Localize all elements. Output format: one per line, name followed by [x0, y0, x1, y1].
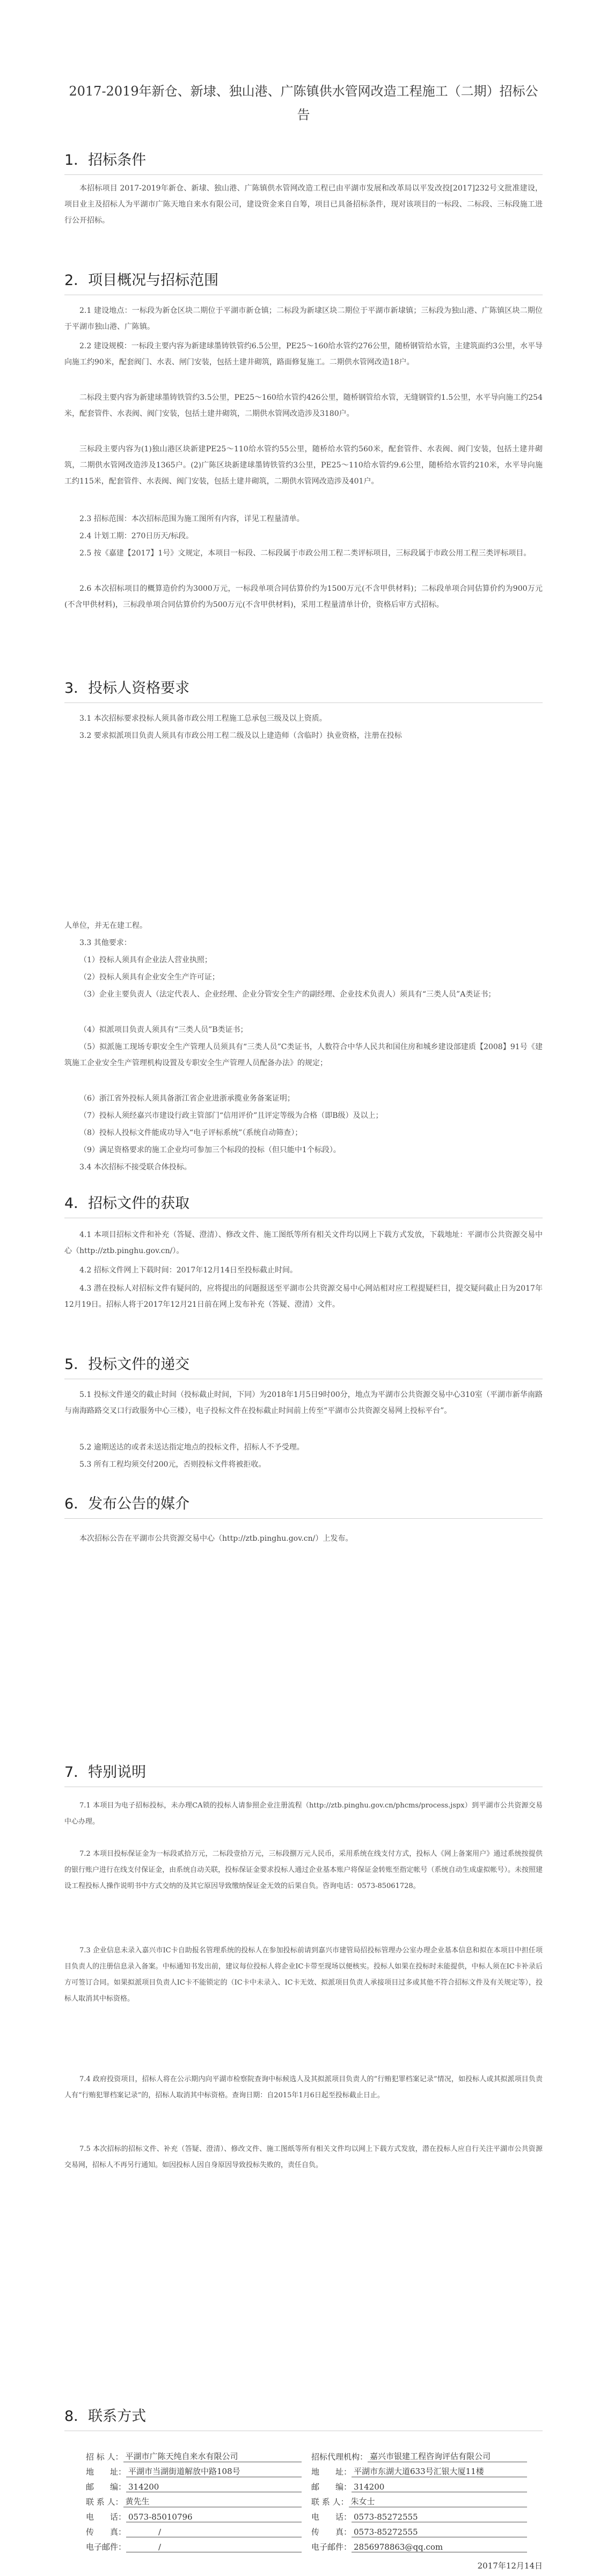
contact-label: 邮 编：	[86, 2482, 127, 2492]
contact-row	[86, 2462, 537, 2477]
contact-row	[86, 2537, 537, 2552]
contact-label: 地 址：	[86, 2467, 127, 2477]
paragraph-2-4: 2.4 计划工期：270日历天/标段。	[79, 532, 194, 540]
tenderer-value: 平湖市广陈天纯自来水有限公司	[123, 2450, 302, 2462]
heading-text: 8．联系方式	[64, 2404, 543, 2431]
paragraph-4-1: 4.1 本项目招标文件和补充（答疑、澄清）、修改文件、施工图纸等所有相关文件均以网上下载方式发放，下载地址：平湖市公共资源交易中心（http://ztb.pinghu.gov.cn/）。	[64, 1231, 543, 1255]
heading-text: 6．发布公告的媒介	[64, 1492, 543, 1519]
section-heading-7	[64, 1760, 543, 1787]
paragraph-2-2c: 三标段主要内容为(1)独山港区块新建PE25～110给水管约55公里，随桥给水管约560米，配套管件、水表阀、阀门安装，包括土建井砌筑，二期供水管网改造涉及1365户。(2)广陈区块新建球墨铸铁管约3公里，PE25～110给水管约9.6公里，随桥给水管约210米，水平导向施工约115米，配套管件、水表阀、阀门安装，包括土建井砌筑，二期供水管网改造涉及401户。	[64, 445, 543, 486]
paragraph-4-3: 4.3 潜在投标人对招标文件有疑问的，应将提出的问题报送至平湖市公共资源交易中心网站相对应工程提疑栏目，提交疑问截止日为2017年12月19日。招标人将于2017年12月21日前在网上发布补充（答疑、澄清）文件。	[64, 1284, 543, 1309]
paragraph-3-2: 3.2 要求拟派项目负责人须具有市政公用工程二级及以上建造师（含临时）执业资格，注册在投标	[79, 731, 402, 740]
list-item-2: （2）投标人须具有企业安全生产许可证；	[79, 973, 220, 982]
paragraph-5-3: 5.3 所有工程均须交付200元，否则投标文件将被拒收。	[79, 1460, 266, 1469]
agent-fax-value: 0573-85272555	[352, 2527, 527, 2537]
paragraph-3-1: 3.1 本次招标要求投标人须具备市政公用工程施工总承包三级及以上资质。	[79, 714, 327, 723]
heading-text: 3．投标人资格要求	[64, 676, 543, 703]
zip-value: 314200	[126, 2482, 302, 2492]
paragraph-3-2-cont: 人单位，并无在建工程。	[64, 921, 147, 930]
list-item-7: （7）投标人须经嘉兴市建设行政主管部门“信用评价”且评定等级为合格（即B级）及以上；	[79, 1111, 383, 1120]
contact-label: 电子邮件：	[86, 2542, 127, 2552]
heading-text: 5．投标文件的递交	[64, 1352, 543, 1379]
address-value: 平湖市当湖街道解放中路108号	[126, 2465, 302, 2477]
contact-label: 传 真：	[86, 2527, 127, 2537]
agent-email-value: 2856978863@qq.com	[352, 2542, 527, 2552]
fax-value: /	[126, 2527, 302, 2537]
contact-row	[86, 2447, 537, 2462]
contact-label: 招标代理机构：	[311, 2452, 368, 2462]
paragraph-6-1: 本次招标公告在平湖市公共资源交易中心（http://ztb.pinghu.gov.cn/）上发布。	[79, 1534, 353, 1543]
section-heading-1	[64, 148, 543, 175]
email-value: /	[126, 2542, 302, 2552]
paragraph-2-6: 2.6 本次招标项目的概算造价约为3000万元，一标段单项合同估算价约为1500万元(不含甲供材料)；二标段单项合同估算价约为900万元(不含甲供材料)，三标段单项合同估算价约为500万元(不含甲供材料)，采用工程量清单计价，资格后审方式招标。	[64, 584, 543, 609]
paragraph-4-2: 4.2 招标文件网上下载时间：2017年12月14日至投标截止时间。	[79, 1266, 297, 1275]
person-value: 黄先生	[123, 2496, 302, 2507]
section-heading-6	[64, 1492, 543, 1519]
agent-phone-value: 0573-85272555	[352, 2512, 527, 2522]
paragraph-2-2b: 二标段主要内容为新建球墨铸铁管约3.5公里，PE25～160给水管约426公里，随桥钢管给水管，无缝钢管约1.5公里，水平导向施工约254米，配套管件、水表阀、阀门安装，包括土建井砌筑，二期供水管网改造涉及3180户。	[64, 393, 543, 418]
agent-person-value: 朱女士	[349, 2496, 527, 2507]
list-item-6: （6）浙江省外投标人须具备浙江省企业进浙承揽业务备案证明；	[79, 1094, 295, 1103]
phone-value: 0573-85010796	[126, 2512, 302, 2522]
paragraph-2-5: 2.5 按《嘉建【2017】1号》文规定，本项目一标段、二标段属于市政公用工程二类评标项目，三标段属于市政公用工程三类评标项目。	[79, 549, 531, 558]
paragraph-7-5: 7.5 本次招标的招标文件、补充（答疑、澄清）、修改文件、施工图纸等所有相关文件均以网上下载方式发放，潜在投标人应自行关注平湖市公共资源交易网，招标人不再另行通知。如因投标人因自身原因导致投标失败的，责任自负。	[64, 2145, 543, 2169]
list-item-4: （4）拟派项目负责人须具有“三类人员”B类证书；	[79, 1026, 248, 1034]
list-item-5: （5）拟派施工现场专职安全生产管理人员须具有“三类人员”C类证书，人数符合中华人民共和国住房和城乡建设部建质【2008】91号《建筑施工企业安全生产管理机构设置及专职安全生产管理人员配备办法》的规定；	[64, 1043, 543, 1067]
heading-text: 4．招标文件的获取	[64, 1191, 543, 1218]
list-item-3: （3）企业主要负责人（法定代表人、企业经理、企业分管安全生产的副经理、企业技术负责人）须具有“三类人员”A类证书；	[79, 990, 496, 999]
paragraph-2-3: 2.3 招标范围：本次招标范围为施工图所有内容，详见工程量清单。	[79, 515, 304, 523]
paragraph-7-2: 7.2 本项目投标保证金为一标段贰拾万元，二标段壹拾万元，三标段捌万元人民币，采用系统在线支付方式，投标人《网上备案用户》通过系统按提供的银行账户进行在线支付保证金，由系统自动关联，投标保证金要求投标人通过企业基本账户将保证金转账至指定帐号（系统自动生成虚拟帐号）。未按照建设工程投标人操作说明书中方式交纳的及其它原因导致缴纳保证金无效的后果自负。咨询电话：0573-85061728。	[64, 1850, 543, 1890]
section-heading-5	[64, 1352, 543, 1379]
page-title: 2017-2019年新仓、新埭、独山港、广陈镇供水管网改造工程施工（二期）招标公告	[69, 84, 538, 122]
heading-text: 7．特别说明	[64, 1760, 543, 1787]
paragraph-3-4: 3.4 本次招标不接受联合体投标。	[79, 1163, 192, 1172]
contact-label: 地 址：	[311, 2467, 352, 2477]
paragraph-5-2: 5.2 逾期送达的或者未送达指定地点的投标文件，招标人不予受理。	[79, 1443, 304, 1452]
list-item-1: （1）投标人须具有企业法人营业执照；	[79, 956, 212, 964]
contact-label: 联 系 人：	[86, 2497, 123, 2507]
heading-text: 2．项目概况与招标范围	[64, 268, 543, 295]
paragraph-7-3: 7.3 企业信息未录入嘉兴市IC卡自助报名管理系统的投标人在参加投标前请到嘉兴市建管局招投标管理办公室办理企业基本信息和拟在本项目中担任项目负责人的注册信息录入备案。中标通知书发出前，建议每位投标人将企业IC卡带至现场以便核实。投标人如果在投标时未能提供，中标人须在IC卡补录后方可签订合同。如果拟派项目负责人IC卡不能锁定的（IC卡中未录入、IC卡无效、拟派项目负责人承接项目过多或其他不符合招标文件及有关规定等），投标人取消其中标资格。	[64, 1946, 543, 2003]
contact-label: 邮 编：	[311, 2482, 352, 2492]
paragraph-3-3: 3.3 其他要求：	[79, 939, 131, 947]
contact-label: 电 话：	[86, 2512, 127, 2522]
contact-label: 电子邮件：	[311, 2542, 352, 2552]
contact-label: 传 真：	[311, 2527, 352, 2537]
heading-text: 1．招标条件	[64, 148, 543, 175]
agent-zip-value: 314200	[352, 2482, 527, 2492]
agent-address-value: 平湖市东湖大道633号汇银大厦11楼	[352, 2465, 527, 2477]
section-heading-3	[64, 676, 543, 703]
paragraph-5-1: 5.1 投标文件递交的截止时间（投标截止时间，下同）为2018年1月5日9时00分，地点为平湖市公共资源交易中心310室（平湖市新华南路与南海路路交叉口行政服务中心三楼），电子投标文件在投标截止时间前上传至“平湖市公共资源交易网上投标平台”。	[64, 1391, 543, 1415]
agent-value: 嘉兴市银建工程咨询评估有限公司	[368, 2450, 527, 2462]
contact-row	[86, 2477, 537, 2492]
contact-row	[86, 2492, 537, 2507]
contact-label: 电 话：	[311, 2512, 352, 2522]
contact-block	[86, 2447, 537, 2552]
contact-label: 招 标 人：	[86, 2452, 123, 2462]
announcement-date: 2017年12月14日	[477, 2561, 543, 2571]
list-item-9: （9）满足资格要求的施工企业均可参加三个标段的投标（但只能中1个标段）。	[79, 1146, 341, 1154]
paragraph-2-1: 2.1 建设地点：一标段为新仓区块二期位于平湖市新仓镇；二标段为新埭区块二期位于平湖市新埭镇；三标段为独山港、广陈镇区块二期位于平湖市独山港、广陈镇。	[64, 306, 543, 331]
list-item-8: （8）投标人投标文件能成功导入“电子评标系统”（系统自动筛查）；	[79, 1129, 303, 1137]
contact-row	[86, 2507, 537, 2522]
paragraph-7-4: 7.4 政府投资项目，招标人将在公示期内向平湖市检察院查询中标候选人及其拟派项目负责人的“行贿犯罪档案记录”情况，如投标人或其拟派项目负责人有“行贿犯罪档案记录”的，招标人取消其中标资格。查询日期：自2015年1月6日起至投标截止日止。	[64, 2075, 543, 2099]
paragraph-2-2: 2.2 建设规模：一标段主要内容为新建球墨铸铁管约6.5公里，PE25～160给水管约276公里，随桥钢管给水管，主建筑面约3公里，水平导向施工约90米，配套阀门、水表、闸门安装，包括土建井砌筑，路面修复施工。二期供水管网改造18户。	[64, 342, 543, 367]
contact-row	[86, 2522, 537, 2537]
section-heading-4	[64, 1191, 543, 1218]
section-heading-2	[64, 268, 543, 295]
paragraph-7-1: 7.1 本项目为电子招标投标，未办理CA锁的投标人请参照企业注册流程（http://ztb.pinghu.gov.cn/phcms/process.jspx）到平湖市公共资源交易中心办理。	[64, 1802, 543, 1826]
contact-label: 联 系 人：	[311, 2497, 349, 2507]
section-heading-8	[64, 2404, 543, 2431]
paragraph-1-1: 本招标项目 2017-2019年新仓、新埭、独山港、广陈镇供水管网改造工程已由平湖市发展和改革局以平发改投[2017]232号文批准建设，项目业主及招标人为平湖市广陈天地自来水有限公司，建设资金来自自筹，项目已具备招标条件，现对该项目的一标段、二标段、三标段施工进行公开招标。	[64, 184, 543, 225]
